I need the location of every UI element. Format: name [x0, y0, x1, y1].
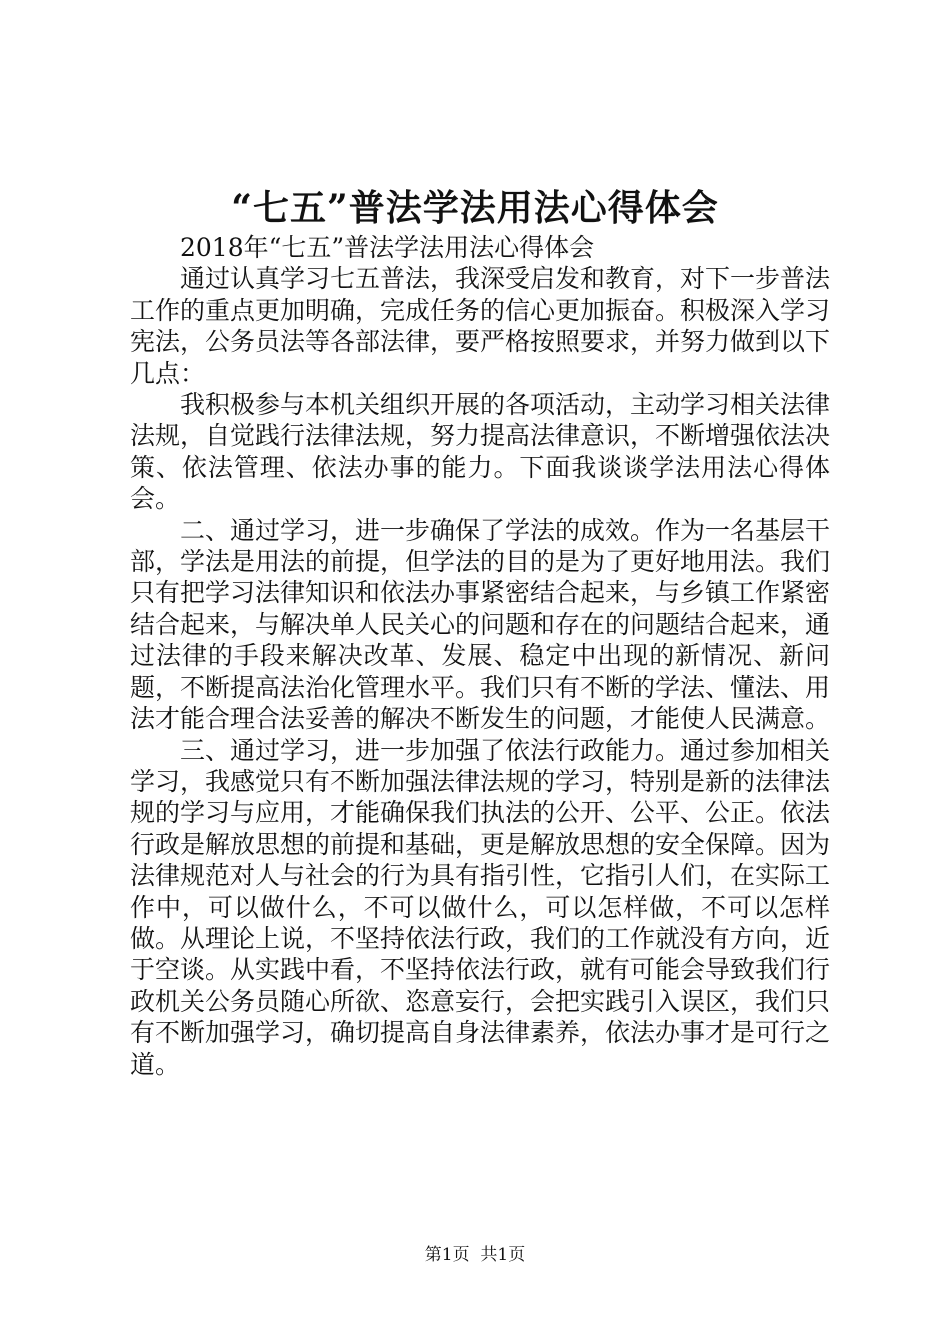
body-paragraph: 我积极参与本机关组织开展的各项活动，主动学习相关法律法规，自觉践行法律法规，努力提高法律意识，不断增强依法决策、依法管理、依法办事的能力。下面我谈谈学法用法心得体会。 — [130, 390, 831, 514]
page-number-footer: 第1页 共1页 — [424, 1245, 526, 1265]
body-paragraph: 三、通过学习，进一步加强了依法行政能力。通过参加相关学习，我感觉只有不断加强法律法规的学习，特别是新的法律法规的学习与应用，才能确保我们执法的公开、公平、公正。依法行政是解放思想的前提和基础，更是解放思想的安全保障。因为法律规范对人与社会的行为具有指引性，它指引人们，在实际工作中，可以做什么，不可以做什么，可以怎样做，不可以怎样做。从理论上说，不坚持依法行政，我们的工作就没有方向，近于空谈。从实践中看，不坚持依法行政，就有可能会导致我们行政机关公务员随心所欲、恣意妄行，会把实践引入误区，我们只有不断加强学习，确切提高自身法律素养，依法办事才是可行之道。 — [130, 735, 831, 1079]
body-paragraph: 通过认真学习七五普法，我深受启发和教育，对下一步普法工作的重点更加明确，完成任务的信心更加振奋。积极深入学习宪法，公务员法等各部法律，要严格按照要求，并努力做到以下几点： — [130, 264, 831, 388]
subtitle-paragraph: 2018年“七五”普法学法用法心得体会 — [180, 233, 595, 262]
body-paragraph: 二、通过学习，进一步确保了学法的成效。作为一名基层干部，学法是用法的前提，但学法的目的是为了更好地用法。我们只有把学习法律知识和依法办事紧密结合起来，与乡镇工作紧密结合起来，与解决单人民关心的问题和存在的问题结合起来，通过法律的手段来解决改革、发展、稳定中出现的新情况、新问题，不断提高法治化管理水平。我们只有不断的学法、懂法、用法才能合理合法妥善的解决不断发生的问题，才能使人民满意。 — [130, 515, 831, 734]
document-title: “七五”普法学法用法心得体会 — [231, 187, 719, 229]
document-body — [130, 232, 830, 1080]
